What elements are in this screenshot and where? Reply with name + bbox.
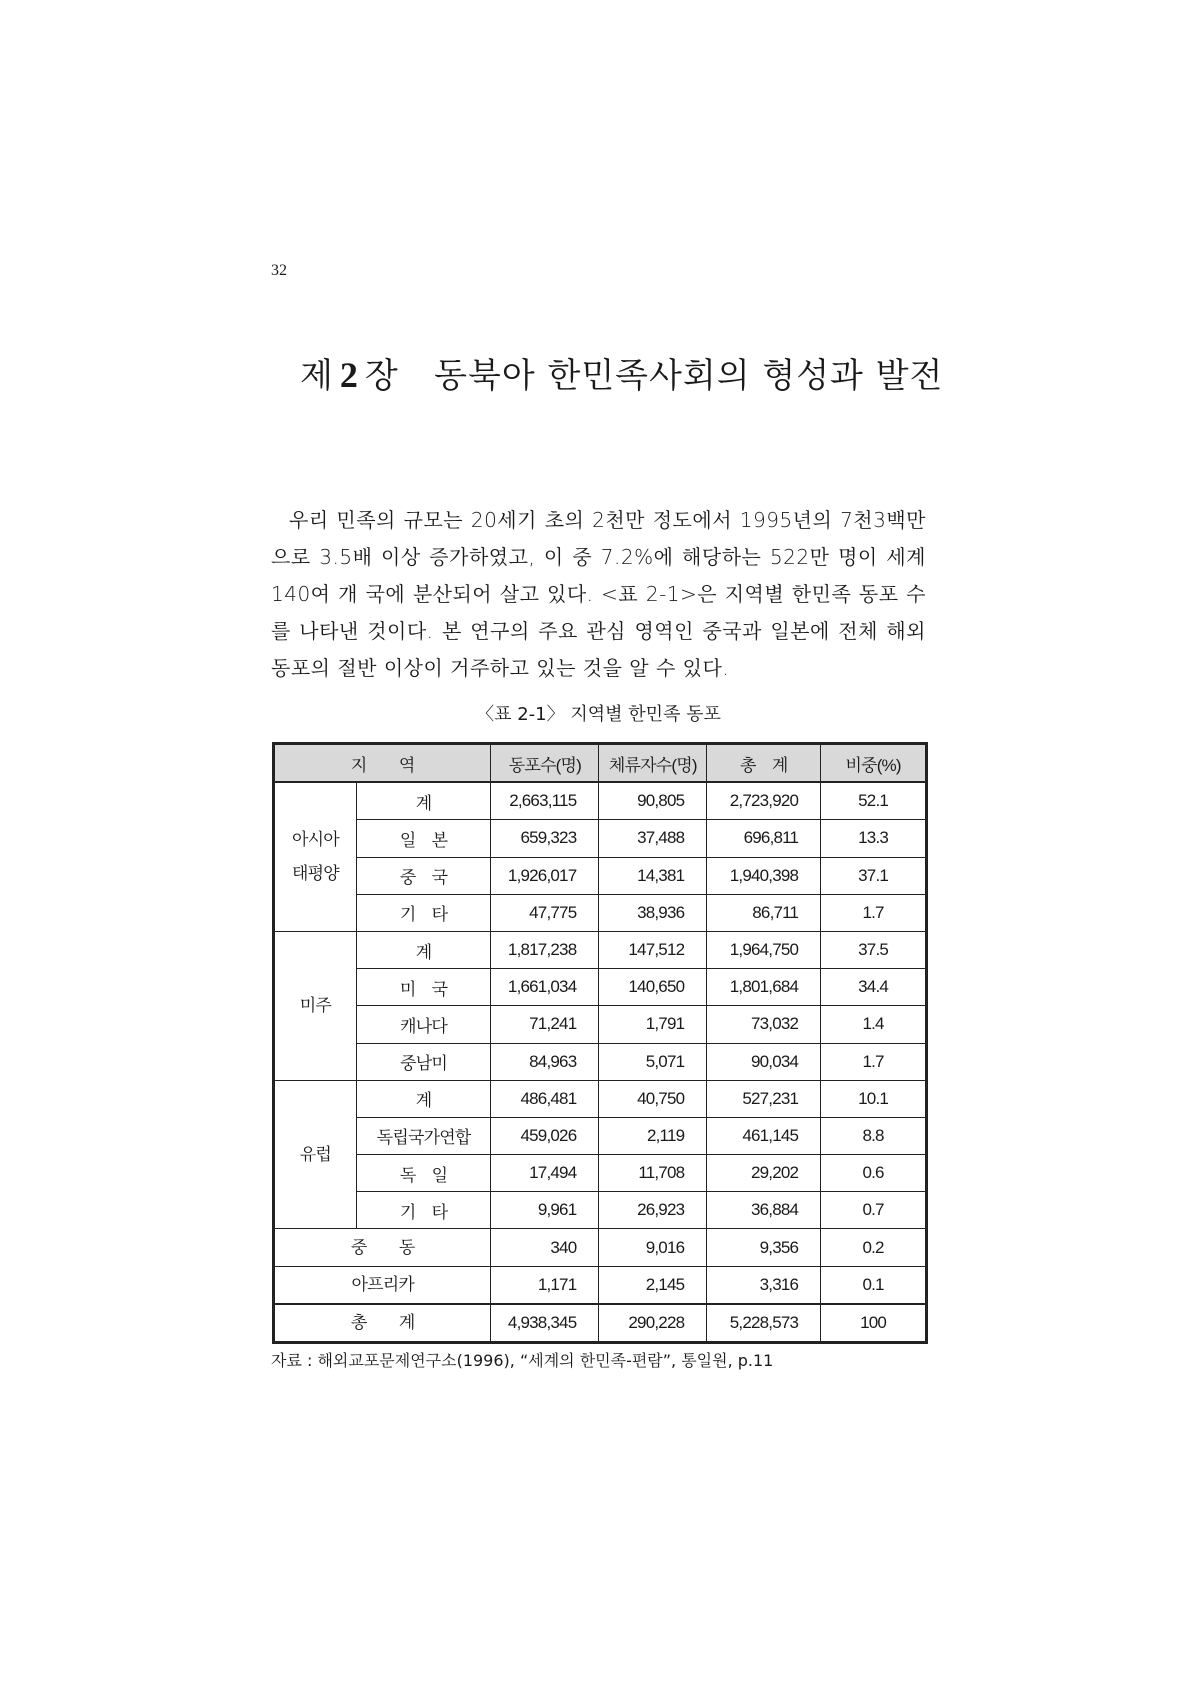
table-row: [275, 894, 926, 931]
total-cell: 86,711: [707, 894, 821, 931]
total-cell: 527,231: [707, 1080, 821, 1117]
pct-cell: 37.1: [821, 857, 926, 894]
dongpo-cell: 1,171: [491, 1266, 599, 1304]
stay-cell: 9,016: [599, 1229, 707, 1266]
stay-cell: 147,512: [599, 931, 707, 968]
body-paragraph: 우리 민족의 규모는 20세기 초의 2천만 정도에서 1995년의 7천3백만으로 3.5배 이상 증가하였고, 이 중 7.2%에 해당하는 522만 명이 세계 140여 개 국에 분산되어 살고 있다. <표 2-1>은 지역별 한민족 동포 수를 나타낸 것이다. 본 연구의 주요 관심 영역인 중국과 일본에 전체 해외동포의 절반 이상이 거주하고 있는 것을 알 수 있다.: [271, 508, 926, 680]
subregion-cell: 중남미: [356, 1043, 491, 1080]
dongpo-cell: 47,775: [491, 894, 599, 931]
table-row: [275, 1117, 926, 1154]
subregion-cell: 중 국: [356, 857, 491, 894]
pct-cell: 100: [821, 1304, 926, 1342]
grand-total-row: [275, 1304, 926, 1342]
total-cell: 73,032: [707, 1006, 821, 1043]
table-row: [275, 820, 926, 857]
stay-cell: 11,708: [599, 1155, 707, 1192]
table-body: [275, 782, 926, 1341]
table-caption: 〈표 2-1〉 지역별 한민족 동포: [476, 704, 721, 725]
chapter-prefix: 제: [300, 356, 334, 396]
stay-cell: 290,228: [599, 1304, 707, 1342]
pct-cell: 10.1: [821, 1080, 926, 1117]
dongpo-cell: 17,494: [491, 1155, 599, 1192]
subregion-cell: 캐나다: [356, 1006, 491, 1043]
total-cell: 461,145: [707, 1117, 821, 1154]
pct-cell: 1.7: [821, 894, 926, 931]
stay-cell: 140,650: [599, 969, 707, 1006]
stay-cell: 26,923: [599, 1192, 707, 1229]
dongpo-cell: 71,241: [491, 1006, 599, 1043]
table-row: [275, 1155, 926, 1192]
source-note: 자료 : 해외교포문제연구소(1996), “세계의 한민족-편람”, 통일원, p.11: [271, 1351, 774, 1370]
pct-cell: 8.8: [821, 1117, 926, 1154]
total-cell: 90,034: [707, 1043, 821, 1080]
chapter-suffix: 장: [364, 356, 399, 396]
dongpo-cell: 459,026: [491, 1117, 599, 1154]
dongpo-cell: 4,938,345: [491, 1304, 599, 1342]
subregion-cell: 계: [356, 931, 491, 968]
subregion-cell: 독 일: [356, 1155, 491, 1192]
total-cell: 2,723,920: [707, 782, 821, 820]
stay-cell: 90,805: [599, 782, 707, 820]
total-cell: 5,228,573: [707, 1304, 821, 1342]
table-row: [275, 969, 926, 1006]
region-cell: 총 계: [275, 1304, 491, 1342]
stay-cell: 5,071: [599, 1043, 707, 1080]
total-cell: 696,811: [707, 820, 821, 857]
chapter-number: 2: [339, 355, 359, 395]
pct-cell: 0.2: [821, 1229, 926, 1266]
dongpo-cell: 2,663,115: [491, 782, 599, 820]
total-cell: 1,801,684: [707, 969, 821, 1006]
stay-cell: 14,381: [599, 857, 707, 894]
total-cell: 3,316: [707, 1266, 821, 1304]
pct-cell: 0.7: [821, 1192, 926, 1229]
subregion-cell: 일 본: [356, 820, 491, 857]
subregion-cell: 계: [356, 782, 491, 820]
region-cell: 아프리카: [275, 1266, 491, 1304]
header-total: 총 계: [707, 745, 821, 783]
table-row: [275, 1006, 926, 1043]
population-table: [274, 744, 926, 1342]
header-pct: 비중(%): [821, 745, 926, 783]
region-cell: 중 동: [275, 1229, 491, 1266]
page-number: 32: [271, 262, 287, 279]
dongpo-cell: 9,961: [491, 1192, 599, 1229]
dongpo-cell: 1,926,017: [491, 857, 599, 894]
pct-cell: 13.3: [821, 820, 926, 857]
dongpo-cell: 84,963: [491, 1043, 599, 1080]
chapter-title-text: 동북아 한민족사회의 형성과 발전: [434, 356, 944, 396]
subregion-cell: 계: [356, 1080, 491, 1117]
stay-cell: 40,750: [599, 1080, 707, 1117]
table-row: [275, 1043, 926, 1080]
pct-cell: 1.4: [821, 1006, 926, 1043]
table-row: [275, 1229, 926, 1266]
subregion-cell: 독립국가연합: [356, 1117, 491, 1154]
stay-cell: 1,791: [599, 1006, 707, 1043]
total-cell: 9,356: [707, 1229, 821, 1266]
stay-cell: 38,936: [599, 894, 707, 931]
total-cell: 36,884: [707, 1192, 821, 1229]
header-region: 지 역: [275, 745, 491, 783]
chapter-title: [300, 348, 943, 397]
header-dongpo: 동포수(명): [491, 745, 599, 783]
table-row: [275, 782, 926, 820]
region-cell: 유럽: [275, 1080, 357, 1229]
stay-cell: 2,119: [599, 1117, 707, 1154]
pct-cell: 37.5: [821, 931, 926, 968]
stay-cell: 37,488: [599, 820, 707, 857]
table-row: [275, 1192, 926, 1229]
region-cell: 미주: [275, 931, 357, 1080]
dongpo-cell: 1,817,238: [491, 931, 599, 968]
header-stay: 체류자수(명): [599, 745, 707, 783]
dongpo-cell: 659,323: [491, 820, 599, 857]
table-row: [275, 1266, 926, 1304]
table-row: [275, 857, 926, 894]
subregion-cell: 미 국: [356, 969, 491, 1006]
pct-cell: 1.7: [821, 1043, 926, 1080]
region-cell: 아시아 태평양: [275, 782, 357, 931]
total-cell: 29,202: [707, 1155, 821, 1192]
pct-cell: 0.6: [821, 1155, 926, 1192]
stay-cell: 2,145: [599, 1266, 707, 1304]
pct-cell: 0.1: [821, 1266, 926, 1304]
total-cell: 1,964,750: [707, 931, 821, 968]
pct-cell: 52.1: [821, 782, 926, 820]
subregion-cell: 기 타: [356, 894, 491, 931]
dongpo-cell: 486,481: [491, 1080, 599, 1117]
dongpo-cell: 1,661,034: [491, 969, 599, 1006]
table-row: [275, 1080, 926, 1117]
table-header-row: [275, 745, 926, 783]
dongpo-cell: 340: [491, 1229, 599, 1266]
subregion-cell: 기 타: [356, 1192, 491, 1229]
table-row: [275, 931, 926, 968]
pct-cell: 34.4: [821, 969, 926, 1006]
total-cell: 1,940,398: [707, 857, 821, 894]
